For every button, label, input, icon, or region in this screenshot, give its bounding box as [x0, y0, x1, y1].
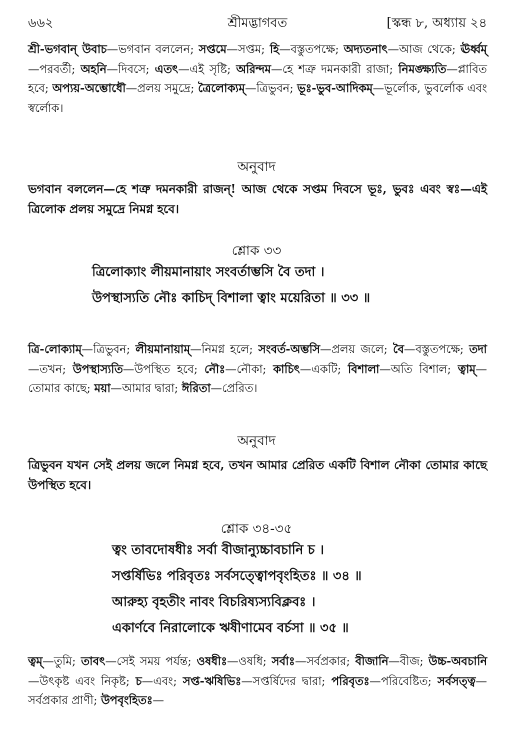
verse-line: সপ্তর্ষিভিঃ পরিবৃতঃ সর্বসত্ত্বোপবৃংহিতঃ ॥ ৩৪ ॥ [112, 569, 362, 584]
verse-line: ত্রিলোক্যাং লীয়মানায়াং সংবর্তাম্ভসি বৈ তদা । [92, 265, 325, 280]
translation-heading: অনুবাদ [237, 159, 276, 175]
gloss-definition: —তোমার কাছে; [28, 361, 487, 395]
gloss-term: ত্রি-লোক্যাম্ [28, 342, 82, 356]
gloss-term: বৈ [392, 342, 404, 356]
gloss-definition: —প্রেরিত। [210, 381, 258, 395]
gloss-definition: —ভগবান বললেন; [106, 42, 199, 56]
gloss-term: অপ্যয়-অম্ভোধৌ [52, 81, 126, 95]
gloss-term: ত্বাম্ [457, 361, 476, 376]
gloss-definition: —সেই সময় পর্যন্ত; [105, 654, 197, 668]
gloss-term: সপ্তমে [198, 42, 227, 56]
page-header [28, 14, 487, 34]
gloss-definition: —প্রলয় সমুদ্রে; [125, 81, 198, 95]
gloss-term: সর্বসত্ত্ব [437, 673, 476, 688]
gloss-definition: —ওষধি; [227, 654, 272, 668]
gloss-term: চ [135, 673, 142, 688]
running-title: শ্রীমদ্ভাগবত [227, 16, 288, 31]
page-number: ৬৬২ [28, 16, 54, 31]
verse-line: উপস্থাস্যতি নৌঃ কাচিদ্ বিশালা ত্বাং ময়েরিতা ॥ ৩৩ ॥ [92, 291, 371, 306]
gloss-term: তাবৎ [80, 654, 106, 668]
word-gloss-32 [28, 40, 487, 118]
gloss-term: সর্বাঃ [271, 654, 295, 668]
gloss-definition: —সপ্তম; [226, 42, 270, 56]
gloss-definition: —তখন; [28, 361, 73, 376]
verse-line: একার্ণবে নিরালোকে ঋষীণামেব বর্চসা ॥ ৩৫ ॥ [112, 621, 349, 636]
translation-heading: অনুবাদ [237, 433, 276, 449]
gloss-definition: —প্রলয় জলে; [320, 342, 393, 356]
gloss-term: সংবর্ত-অম্ভসি [258, 342, 321, 356]
gloss-term: অরিন্দম [236, 61, 271, 76]
gloss-definition: —উপস্থিত হবে; [122, 361, 205, 376]
gloss-term: নিমঙ্ক্ষ্যতি [398, 61, 447, 76]
gloss-definition: — [152, 693, 165, 707]
translation-33: ত্রিভুবন যখন সেই প্রলয় জলে নিমগ্ন হবে, তখন আমার প্রেরিত একটি বিশাল নৌকা তোমার কাছে উপস্থিত হবে। [28, 458, 487, 492]
gloss-definition: —উৎকৃষ্ট এবং নিকৃষ্ট; [28, 673, 136, 688]
gloss-definition: —বস্তুতপক্ষে; [279, 42, 344, 56]
gloss-term: উপবৃংহিতঃ [100, 693, 153, 707]
gloss-term: শ্রী-ভগবান্ উবাচ [28, 42, 107, 56]
gloss-definition: —অতি বিশাল; [379, 361, 458, 376]
word-gloss-33 [28, 340, 487, 399]
gloss-term: বিশালা [347, 361, 380, 376]
gloss-definition: —নিমগ্ন হলে; [190, 342, 259, 356]
gloss-term: উপস্থাস্যতি [72, 361, 123, 376]
gloss-term: পরিবৃতঃ [331, 673, 370, 688]
verse-line: আরুহ্য বৃহতীং নাবং বিচরিষ্যস্যবিক্লবঃ । [112, 595, 316, 610]
gloss-term: সপ্ত-ঋষিভিঃ [182, 673, 242, 688]
verse-line: ত্বং তাবদোষধীঃ সর্বা বীজান্যুচ্চাবচানি চ । [112, 543, 325, 558]
gloss-term: বীজানি [355, 654, 389, 668]
gloss-term: উচ্চ-অবচানি [428, 654, 487, 668]
gloss-definition: —আজ থেকে; [387, 42, 461, 56]
gloss-definition: —তুমি; [42, 654, 81, 668]
section-label: [স্কন্ধ ৮, অধ্যায় ২৪ [386, 16, 487, 31]
gloss-definition: —পরবর্তী; [28, 61, 81, 76]
verse-heading: শ্লোক ৩৪-৩৫ [220, 521, 293, 537]
verse-heading: শ্লোক ৩৩ [231, 243, 282, 259]
gloss-definition: —ত্রিভুবন; [244, 81, 298, 95]
verse-33 [92, 260, 370, 312]
gloss-definition: —এই সৃষ্টি; [178, 61, 237, 76]
word-gloss-34-35 [28, 652, 487, 711]
gloss-term: নৌঃ [204, 361, 226, 376]
translation-32: ভগবান বললেন—হে শত্রু দমনকারী রাজন্! আজ থেকে সপ্তম দিবসে ভূঃ, ভুবঃ এবং স্বঃ—এই ত্রিলোক প্রলয় সমুদ্রে নিমগ্ন হবে। [28, 182, 487, 216]
gloss-definition: —এবং; [141, 673, 183, 688]
gloss-definition: —হে শত্রু দমনকারী রাজা; [270, 61, 399, 76]
gloss-term: ঈরিতা [181, 381, 211, 395]
gloss-term: লীয়মানায়াম্ [135, 342, 191, 356]
gloss-term: ময়া [94, 381, 111, 395]
verse-34-35 [112, 538, 362, 642]
gloss-definition: —ত্রিভুবন; [81, 342, 136, 356]
gloss-term: এতৎ [154, 61, 179, 76]
gloss-definition: —আমার দ্বারা; [110, 381, 182, 395]
gloss-definition: —প্লাবিত হবে; [28, 61, 487, 95]
gloss-definition: —বীজ; [388, 654, 429, 668]
gloss-term: ত্বম্ [28, 654, 43, 668]
gloss-term: ঊর্ধ্বম্ [460, 42, 487, 56]
gloss-term: অদ্যতনাৎ [343, 42, 388, 56]
gloss-definition: —বস্তুতপক্ষে; [403, 342, 470, 356]
gloss-definition: —সর্বপ্রকার; [294, 654, 356, 668]
gloss-definition: —পরিবেষ্টিত; [369, 673, 438, 688]
gloss-term: কাচিৎ [273, 361, 300, 376]
gloss-definition: —নৌকা; [225, 361, 274, 376]
gloss-definition: —ভূর্লোক, ভুবর্লোক এবং স্বর্লোক। [28, 81, 488, 115]
gloss-term: তদা [469, 342, 487, 356]
gloss-definition: —দিবসে; [106, 61, 155, 76]
gloss-term: ভূঃ-ভুব-আদিকম্ [297, 81, 373, 95]
gloss-term: ওষধীঃ [196, 654, 228, 668]
gloss-term: ত্রৈলোক্যম্ [197, 81, 245, 95]
gloss-definition: —সপ্তর্ষিদের দ্বারা; [241, 673, 332, 688]
gloss-definition: —সর্বপ্রকার প্রাণী; [28, 673, 487, 707]
gloss-term: অহনি [80, 61, 107, 76]
gloss-term: হি [269, 42, 280, 56]
gloss-definition: —একটি; [299, 361, 348, 376]
